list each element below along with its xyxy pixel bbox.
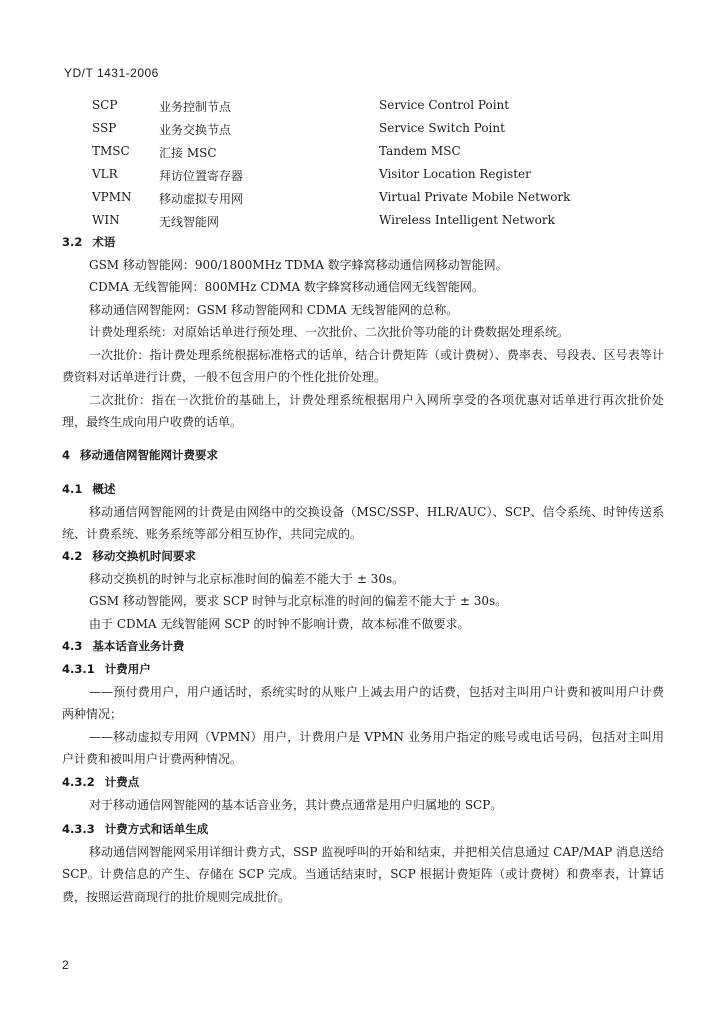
document-code: YD/T 1431-2006	[64, 66, 159, 80]
section-heading	[62, 231, 664, 254]
section-heading	[62, 478, 664, 501]
page-number: 2	[62, 958, 69, 972]
paragraph: 移动通信网智能网：GSM 移动智能网和 CDMA 无线智能网的总称。	[89, 302, 459, 317]
paragraph: 移动交换机的时钟与北京标准时间的偏差不能大于 ± 30s。	[89, 571, 405, 586]
section-title: 计费方式和话单生成	[104, 822, 209, 836]
abbreviation-chinese: 业务交换节点	[159, 123, 232, 137]
abbreviation-chinese: 业务控制节点	[159, 100, 232, 114]
section-heading	[62, 545, 664, 568]
abbreviation-english: Wireless Intelligent Network	[379, 213, 555, 227]
paragraph: GSM 移动智能网，要求 SCP 时钟与北京标准的时间的偏差不能大于 ± 30s。	[89, 594, 508, 608]
paragraph: CDMA 无线智能网：800MHz CDMA 数字蜂窝移动通信网无线智能网。	[89, 280, 484, 294]
section-4-1	[62, 478, 664, 546]
section-heading	[62, 818, 664, 841]
section-title: 概述	[92, 482, 116, 496]
section-4-3-2	[62, 771, 664, 816]
paragraph: 对于移动通信网智能网的基本话音业务，其计费点通常是用户归属地的 SCP。	[89, 797, 503, 812]
section-title: 计费用户	[104, 662, 151, 676]
paragraph: 二次批价：指在一次批价的基础上，计费处理系统根据用户入网所享受的各项优惠对话单进行再次批价处理，最终生成向用户收费的话单。	[62, 392, 664, 429]
chapter-heading	[62, 444, 664, 467]
section-number: 4.3.3	[62, 822, 95, 836]
paragraph: 一次批价：指计费处理系统根据标准格式的话单，结合计费矩阵（或计费树）、费率表、号段表、区号表等计费资料对话单进行计费，一般不包含用户的个性化批价处理。	[62, 347, 664, 384]
section-number: 3.2	[62, 235, 83, 249]
section-heading	[62, 771, 664, 794]
chapter-number: 4	[62, 448, 71, 462]
section-number: 4.3.2	[62, 775, 95, 789]
section-heading	[62, 658, 664, 681]
abbreviation-chinese: 汇接 MSC	[159, 146, 217, 160]
abbreviation: SCP	[92, 98, 118, 112]
section-number: 4.2	[62, 549, 83, 563]
section-number: 4.3.1	[62, 662, 95, 676]
section-title: 计费点	[104, 775, 140, 789]
paragraph: 计费处理系统：对原始话单进行预处理、一次批价、二次批价等功能的计费数据处理系统。	[89, 325, 570, 339]
abbreviation-english: Virtual Private Mobile Network	[379, 190, 571, 204]
section-title: 基本话音业务计费	[92, 639, 185, 653]
paragraph: ——预付费用户，用户通话时，系统实时的从账户上减去用户的话费，包括对主叫用户计费和被叫用户计费两种情况；	[62, 684, 664, 721]
abbreviation-chinese: 无线智能网	[159, 215, 220, 229]
section-heading-4-3	[62, 635, 664, 658]
abbreviation: VLR	[92, 167, 118, 181]
paragraph: 由于 CDMA 无线智能网 SCP 的时钟不影响计费，故本标准不做要求。	[89, 616, 470, 631]
chapter-title: 移动通信网智能网计费要求	[80, 448, 219, 462]
paragraph: 移动通信网智能网的计费是由网络中的交换设备（MSC/SSP、HLR/AUC）、SCP、信令系统、时钟传送系统、计费系统、账务系统等部分相互协作，共同完成的。	[62, 504, 664, 541]
paragraph: 移动通信网智能网采用详细计费方式，SSP 监视呼叫的开始和结束，并把相关信息通过 CAP/MAP 消息送给 SCP。计费信息的产生、存储在 SCP 完成。当通话结束时，SCP 根据计费矩阵（或计费树）和费率表，计算话费，按照运营商现行的批价规则完成批价。	[62, 844, 664, 904]
abbreviation: TMSC	[92, 144, 130, 158]
abbreviation: VPMN	[92, 190, 132, 204]
section-4-3-1	[62, 658, 664, 771]
section-4-3-3	[62, 818, 664, 908]
section-4-2	[62, 545, 664, 635]
abbreviation-chinese: 拜访位置寄存器	[159, 169, 244, 183]
abbreviation-english: Service Control Point	[379, 98, 510, 112]
section-title: 移动交换机时间要求	[92, 549, 196, 563]
section-number: 4.1	[62, 482, 83, 496]
paragraph: GSM 移动智能网：900/1800MHz TDMA 数字蜂窝移动通信网移动智能网。	[89, 257, 508, 272]
section-title: 术语	[92, 235, 116, 249]
paragraph: ——移动虚拟专用网（VPMN）用户，计费用户是 VPMN 业务用户指定的账号或电话号码，包括对主叫用户计费和被叫用户计费两种情况。	[62, 729, 664, 766]
abbreviation-english: Service Switch Point	[379, 121, 505, 135]
abbreviation-english: Tandem MSC	[379, 144, 461, 158]
abbreviation: SSP	[92, 121, 117, 135]
abbreviation-chinese: 移动虚拟专用网	[159, 192, 244, 206]
abbreviation: WIN	[92, 213, 120, 227]
section-number: 4.3	[62, 639, 83, 653]
abbreviation-english: Visitor Location Register	[379, 167, 531, 181]
section-3-2	[62, 231, 664, 434]
